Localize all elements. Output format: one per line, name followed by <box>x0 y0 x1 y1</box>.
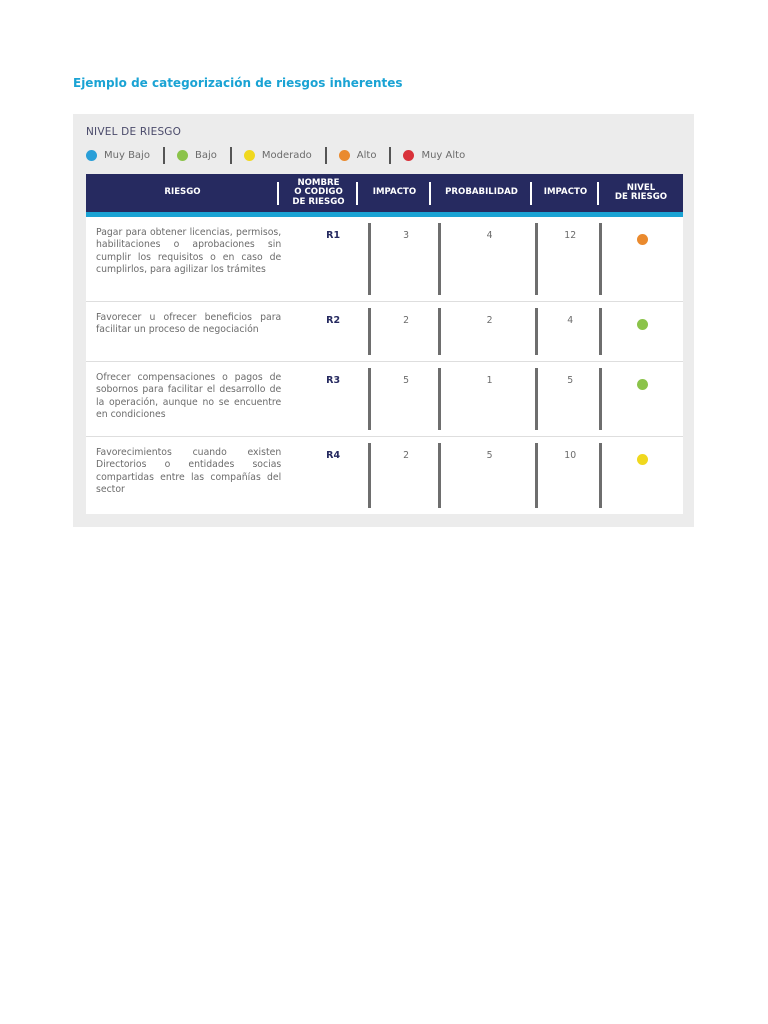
cell-nivel <box>602 217 683 301</box>
alto-dot-icon <box>339 150 350 161</box>
cell-probabilidad: 5 <box>441 437 538 514</box>
cell-riesgo: Favorecer u ofrecer beneficios para facilitar un proceso de negociación <box>96 312 282 336</box>
cell-riesgo: Ofrecer compensaciones o pagos de sobornos para facilitar el desarrollo de la operación, aunque no se encuentre en condiciones <box>96 372 282 420</box>
legend-item-muy-bajo <box>86 150 150 161</box>
cell-impacto-total: 10 <box>538 437 602 514</box>
legend-label: Bajo <box>194 149 217 161</box>
legend-divider <box>163 147 165 164</box>
legend-label: Muy Alto <box>421 149 466 161</box>
cell-impacto: 2 <box>371 302 441 361</box>
risk-level-dot-icon <box>637 454 648 465</box>
legend-item-alto <box>339 150 377 161</box>
muy-alto-dot-icon <box>403 150 414 161</box>
legend-divider <box>325 147 327 164</box>
cell-probabilidad: 1 <box>441 362 538 436</box>
legend-item-bajo <box>177 150 217 161</box>
table-header <box>86 174 683 212</box>
cell-codigo: R2 <box>295 302 371 361</box>
column-header-probabilidad: PROBABILIDAD <box>431 174 532 212</box>
cell-codigo: R3 <box>295 362 371 436</box>
cell-probabilidad: 4 <box>441 217 538 301</box>
cell-nivel <box>602 437 683 514</box>
table-row <box>86 437 683 514</box>
risk-panel <box>73 114 694 527</box>
cell-impacto-total: 4 <box>538 302 602 361</box>
legend-item-muy-alto <box>403 150 465 161</box>
risk-level-dot-icon <box>637 319 648 330</box>
risk-table <box>86 174 683 514</box>
legend-item-moderado <box>244 150 312 161</box>
cell-probabilidad: 2 <box>441 302 538 361</box>
cell-impacto-total: 5 <box>538 362 602 436</box>
legend-label: Moderado <box>261 149 312 161</box>
column-header-codigo: NOMBRE O CODIGO DE RIESGO <box>279 174 358 212</box>
legend-divider <box>389 147 391 164</box>
legend-divider <box>230 147 232 164</box>
cell-nivel <box>602 362 683 436</box>
legend-label: Muy Bajo <box>104 149 150 161</box>
column-header-nivel: NIVEL DE RIESGO <box>614 182 668 202</box>
column-header-riesgo: RIESGO <box>86 174 279 212</box>
cell-riesgo: Pagar para obtener licencias, permisos, habilitaciones o aprobaciones sin cumplir los requisitos o en caso de cumplirlos, para agilizar los trámites <box>96 227 282 275</box>
cell-codigo: R1 <box>295 217 371 301</box>
cell-riesgo: Favorecimientos cuando existen Directorios o entidades socias compartidas entre las compañías del sector <box>96 447 282 495</box>
moderado-dot-icon <box>244 150 255 161</box>
cell-codigo: R4 <box>295 437 371 514</box>
table-row <box>86 302 683 362</box>
cell-nivel <box>602 302 683 361</box>
muy-bajo-dot-icon <box>86 150 97 161</box>
document-title: Ejemplo de categorización de riesgos inherentes <box>73 76 403 90</box>
table-body <box>86 217 683 514</box>
column-header-impacto: IMPACTO <box>358 174 431 212</box>
cell-impacto: 5 <box>371 362 441 436</box>
cell-impacto: 3 <box>371 217 441 301</box>
table-row <box>86 362 683 437</box>
legend-label: Alto <box>356 149 377 161</box>
cell-impacto: 2 <box>371 437 441 514</box>
risk-level-dot-icon <box>637 379 648 390</box>
risk-level-dot-icon <box>637 234 648 245</box>
table-row <box>86 217 683 302</box>
cell-impacto-total: 12 <box>538 217 602 301</box>
legend-title: NIVEL DE RIESGO <box>86 126 182 138</box>
bajo-dot-icon <box>177 150 188 161</box>
column-header-impacto-total: IMPACTO <box>532 174 599 212</box>
risk-level-legend <box>86 146 465 164</box>
